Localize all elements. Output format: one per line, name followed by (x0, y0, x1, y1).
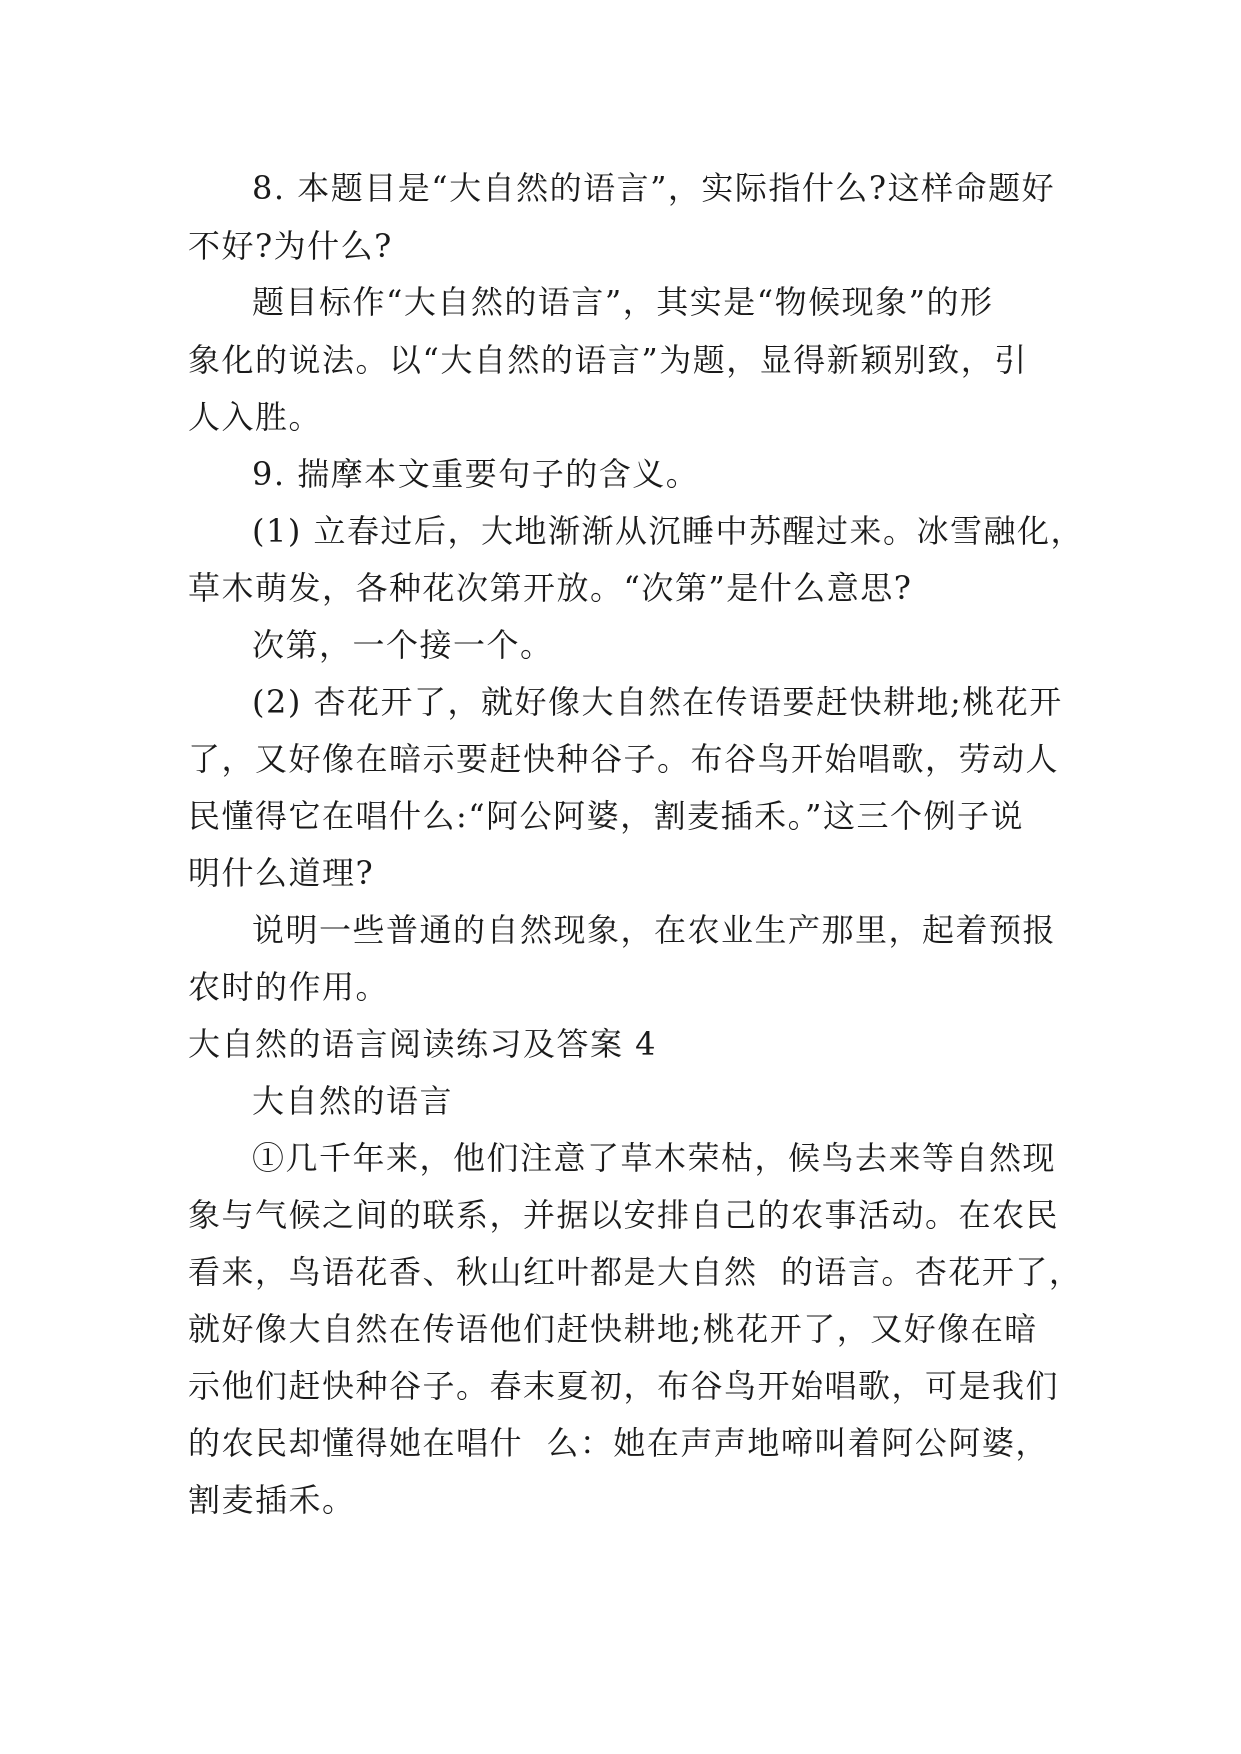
section-heading: 大自然的语言阅读练习及答案 4 (188, 1025, 658, 1063)
paragraph-1-line-4: 就好像大自然在传语他们赶快耕地;桃花开了，又好像在暗 (188, 1310, 1038, 1348)
question-9-1-line-2: 草木萌发，各种花次第开放。“次第”是什么意思? (188, 569, 913, 607)
paragraph-1-line-6: 的农民却懂得她在唱什 么：她在声声地啼叫着阿公阿婆， (188, 1424, 1049, 1462)
paragraph-1-line-1: ①几千年来，他们注意了草木荣枯，候鸟去来等自然现 (252, 1139, 1057, 1177)
question-8-line-1: 8. 本题目是“大自然的语言”，实际指什么?这样命题好 (252, 169, 1056, 207)
question-8-line-2: 不好?为什么? (188, 227, 393, 265)
question-9-line: 9. 揣摩本文重要句子的含义。 (252, 455, 700, 493)
question-9-2-line-4: 明什么道理? (188, 854, 375, 892)
article-title: 大自然的语言 (252, 1082, 454, 1120)
answer-8-line-2: 象化的说法。以“大自然的语言”为题，显得新颖别致，引 (188, 341, 1028, 379)
answer-9-2-line-1: 说明一些普通的自然现象，在农业生产那里，起着预报 (252, 911, 1057, 949)
question-9-2-line-3: 民懂得它在唱什么:“阿公阿婆，割麦插禾。”这三个例子说 (188, 797, 1025, 835)
question-9-2-line-1: (2) 杏花开了，就好像大自然在传语要赶快耕地;桃花开 (252, 683, 1063, 721)
answer-8-line-3: 人入胜。 (188, 398, 323, 436)
question-9-1-line-1: (1) 立春过后，大地渐渐从沉睡中苏醒过来。冰雪融化， (252, 512, 1085, 550)
answer-9-2-line-2: 农时的作用。 (188, 968, 390, 1006)
answer-9-1-line: 次第，一个接一个。 (252, 626, 554, 664)
question-9-2-line-2: 了，又好像在暗示要赶快种谷子。布谷鸟开始唱歌，劳动人 (188, 740, 1060, 778)
paragraph-1-line-7: 割麦插禾。 (188, 1481, 356, 1519)
paragraph-1-line-2: 象与气候之间的联系，并据以安排自己的农事活动。在农民 (188, 1196, 1060, 1234)
paragraph-1-line-3: 看来，鸟语花香、秋山红叶都是大自然 的语言。杏花开了， (188, 1253, 1083, 1291)
answer-8-line-1: 题目标作“大自然的语言”，其实是“物候现象”的形 (252, 283, 994, 321)
paragraph-1-line-5: 示他们赶快种谷子。春末夏初，布谷鸟开始唱歌，可是我们 (188, 1367, 1060, 1405)
